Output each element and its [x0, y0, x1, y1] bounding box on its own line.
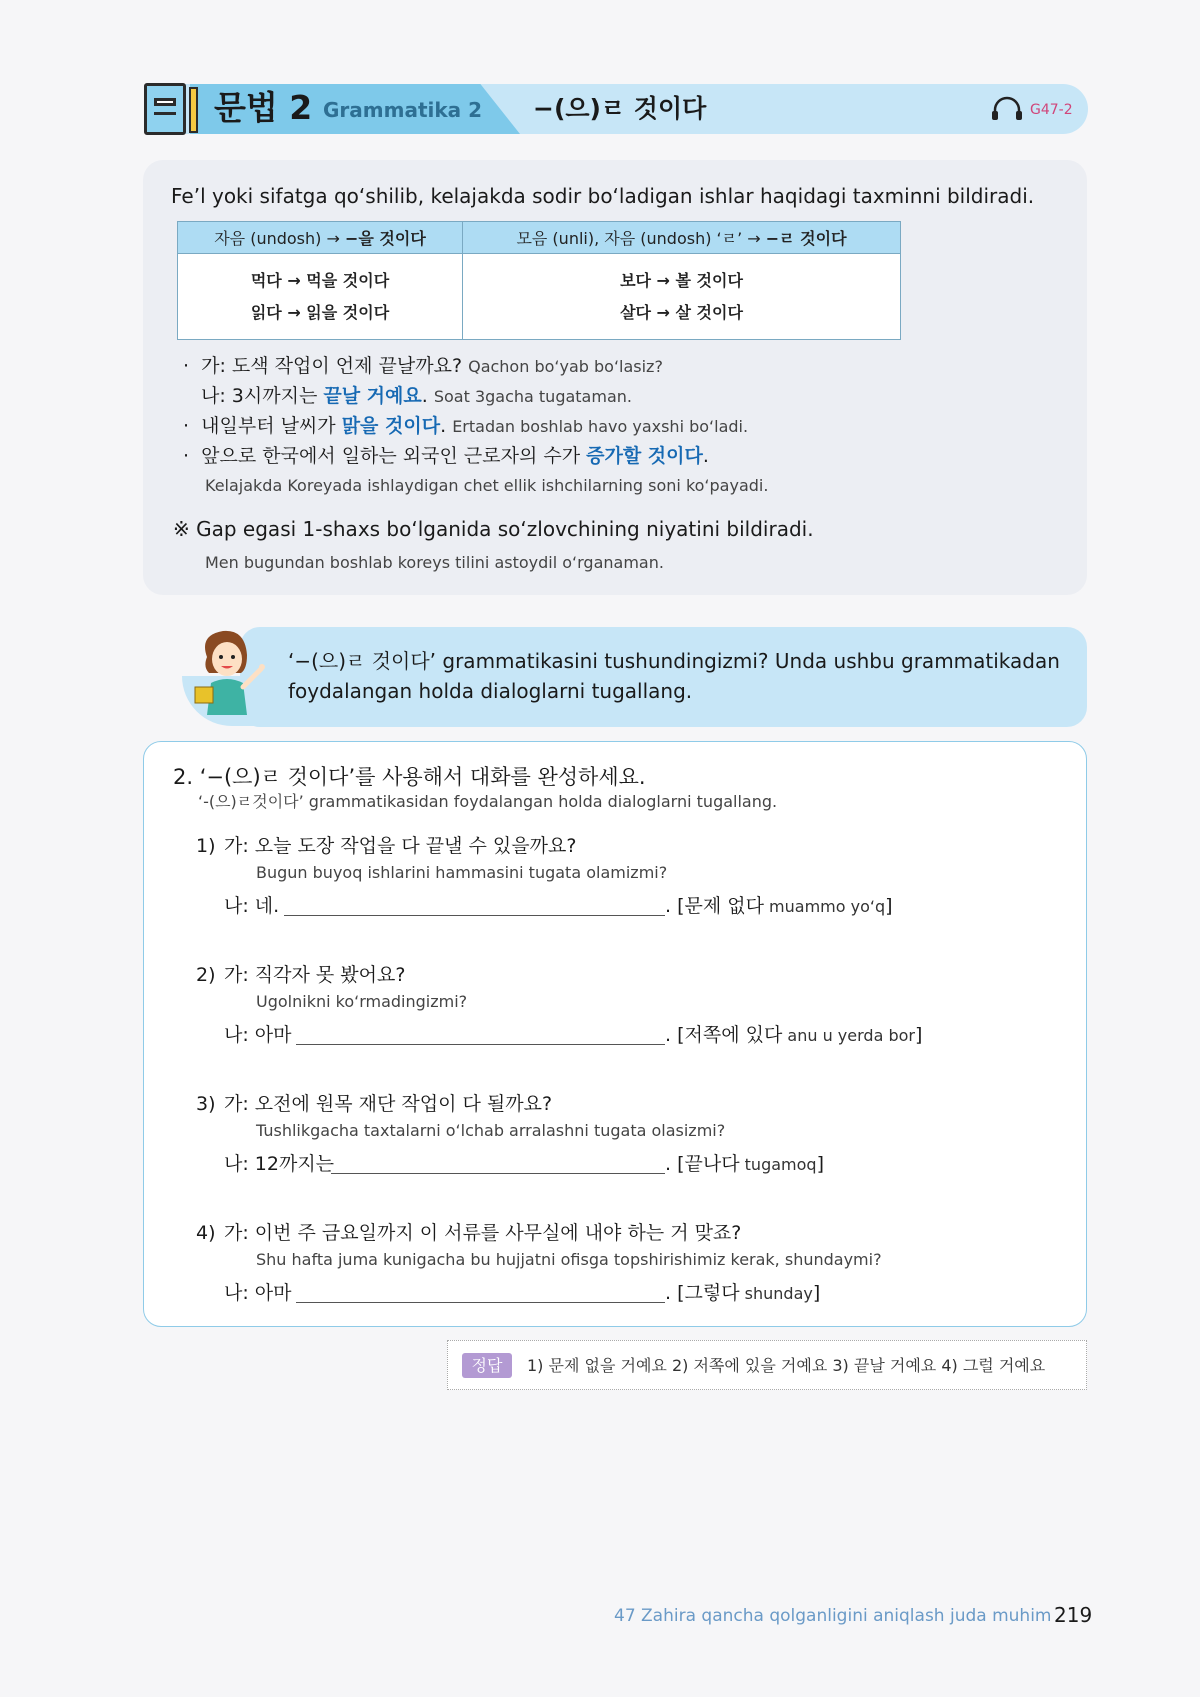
- exercise-hint: . [끝나다 tugamoq]: [665, 1153, 824, 1175]
- exercise-hint: . [문제 없다 muammo yo‘q]: [665, 895, 893, 917]
- exercise-answer-prefix: 나: 아마: [224, 1282, 292, 1304]
- example-3-translation: Kelajakda Koreyada ishlaydigan chet ellik ishchilarning soni ko‘payadi.: [205, 476, 769, 495]
- table-cell-vowel: [463, 254, 901, 340]
- bubble-text: ‘−(으)ㄹ 것이다’ grammatikasini tushundingizmi? Unda ushbu grammatikadan foydalangan holda dialoglarni tugallang.: [288, 649, 1060, 703]
- exercise-question: 가: 이번 주 금요일까지 이 서류를 사무실에 내야 하는 거 맞죠?: [224, 1222, 742, 1244]
- exercise-hint: . [저쪽에 있다 anu u yerda bor]: [665, 1024, 923, 1046]
- exercise-question-translation: Shu hafta juma kunigacha bu hujjatni ofisga topshirishimiz kerak, shundaymi?: [256, 1250, 882, 1269]
- audio-track-code[interactable]: G47-2: [1030, 102, 1073, 118]
- exercise-answer-prefix: 나: 아마: [224, 1024, 292, 1046]
- exercise-item-number: 4): [196, 1222, 216, 1244]
- exercise-question: 가: 직각자 못 봤어요?: [224, 964, 406, 986]
- conjugation-example: 보다 → 볼 것이다: [620, 270, 743, 290]
- answer-blank[interactable]: [284, 915, 665, 916]
- section-title: 문법 2: [214, 88, 313, 127]
- teacher-illustration: [185, 625, 273, 717]
- exercise-title: 2. ‘−(으)ㄹ 것이다’를 사용해서 대화를 완성하세요.: [173, 765, 646, 789]
- example-1-answer: 나: 3시까지는 끝날 거예요. Soat 3gacha tugataman.: [201, 385, 632, 407]
- example-2: · 내일부터 날씨가 맑을 것이다. Ertadan boshlab havo yaxshi bo‘ladi.: [183, 415, 749, 437]
- answer-key-text: 1) 문제 없을 거예요 2) 저쪽에 있을 거예요 3) 끝날 거예요 4) 그럴 거예요: [527, 1356, 1046, 1375]
- book-icon: [144, 83, 186, 135]
- section-subtitle: Grammatika 2: [323, 98, 483, 122]
- exercise-question-translation: Bugun buyoq ishlarini hammasini tugata olamizmi?: [256, 863, 668, 882]
- example-1-question: · 가: 도색 작업이 언제 끝날까요? Qachon bo‘yab bo‘lasiz?: [183, 355, 663, 377]
- conjugation-example: 먹다 → 먹을 것이다: [250, 270, 390, 290]
- page-number: 219: [1054, 1603, 1093, 1627]
- exercise-hint: . [그렇다 shunday]: [665, 1282, 821, 1304]
- exercise-item-number: 1): [196, 835, 216, 857]
- chapter-footer: 47 Zahira qancha qolganligini aniqlash juda muhim: [614, 1606, 1052, 1626]
- answer-blank[interactable]: [296, 1044, 665, 1045]
- table-header-vowel: 모음 (unli), 자음 (undosh) ‘ㄹ’ → −ㄹ 것이다: [463, 222, 901, 254]
- conjugation-example: 살다 → 살 것이다: [620, 302, 743, 322]
- exercise-answer-prefix: 나: 12까지는: [224, 1153, 335, 1175]
- table-header-consonant: 자음 (undosh) → −을 것이다: [178, 222, 463, 254]
- conjugation-example: 읽다 → 읽을 것이다: [250, 302, 390, 322]
- exercise-question-translation: Ugolnikni ko‘rmadingizmi?: [256, 992, 468, 1011]
- exercise-item-number: 3): [196, 1093, 216, 1115]
- grammar-pattern: −(으)ㄹ 것이다: [533, 94, 707, 123]
- pencil-icon: [189, 87, 198, 133]
- headphones-icon[interactable]: [990, 96, 1024, 122]
- example-3: · 앞으로 한국에서 일하는 외국인 근로자의 수가 증가할 것이다.: [183, 445, 709, 467]
- note-mark: ※: [173, 517, 190, 541]
- exercise-question: 가: 오전에 원목 재단 작업이 다 될까요?: [224, 1093, 553, 1115]
- exercise-subtitle: ‘-(으)ㄹ것이다’ grammatikasidan foydalangan holda dialoglarni tugallang.: [198, 792, 778, 811]
- answer-blank[interactable]: [331, 1173, 665, 1174]
- exercise-question-translation: Tushlikgacha taxtalarni o‘lchab arralashni tugata olasizmi?: [256, 1121, 726, 1140]
- grammar-note: ※ Gap egasi 1-shaxs bo‘lganida so‘zlovchining niyatini bildiradi.: [173, 517, 814, 541]
- table-cell-consonant: [178, 254, 463, 340]
- exercise-question: 가: 오늘 도장 작업을 다 끝낼 수 있을까요?: [224, 835, 577, 857]
- exercise-item-number: 2): [196, 964, 216, 986]
- exercise-answer-prefix: 나: 네.: [224, 895, 280, 917]
- grammar-intro: Fe’l yoki sifatga qo‘shilib, kelajakda sodir bo‘ladigan ishlar haqidagi taxminni bildiradi.: [171, 184, 1035, 208]
- grammar-note-translation: Men bugundan boshlab koreys tilini astoydil o‘rganaman.: [205, 553, 664, 572]
- answer-key-badge: 정답: [462, 1353, 512, 1378]
- answer-blank[interactable]: [296, 1302, 665, 1303]
- conjugation-table: [177, 221, 901, 340]
